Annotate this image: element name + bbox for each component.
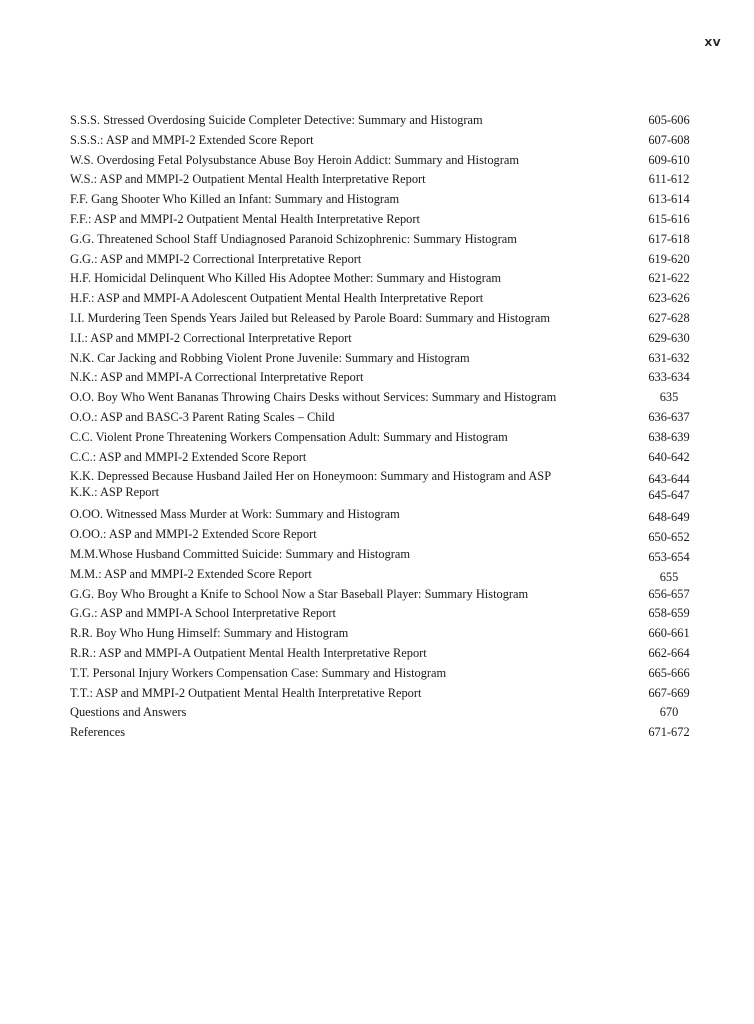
toc-entry[interactable] bbox=[70, 526, 695, 546]
toc-entry[interactable] bbox=[70, 270, 695, 290]
toc-entry[interactable] bbox=[70, 468, 695, 487]
toc-entry-pages: 631-632 bbox=[648, 350, 690, 365]
toc-entry-pages: 613-614 bbox=[648, 192, 690, 207]
toc-entry-title: N.K.: ASP and MMPI-A Correctional Interpretative Report bbox=[70, 370, 364, 385]
toc-entry-title: References bbox=[70, 725, 126, 740]
toc-entry[interactable] bbox=[70, 506, 695, 526]
toc-entry-pages: 655 bbox=[659, 569, 679, 584]
toc-entry[interactable] bbox=[70, 704, 695, 724]
toc-entry[interactable] bbox=[70, 566, 695, 586]
toc-entry-title: C.C.: ASP and MMPI-2 Extended Score Report bbox=[70, 449, 307, 464]
toc-entry-title: K.K. Depressed Because Husband Jailed Her on Honeymoon: Summary and Histogram and ASP bbox=[70, 469, 552, 484]
toc-entry-title: G.G. Boy Who Brought a Knife to School Now a Star Baseball Player: Summary Histogram bbox=[70, 586, 529, 601]
toc-entry-title: S.S.S. Stressed Overdosing Suicide Completer Detective: Summary and Histogram bbox=[70, 113, 483, 127]
toc-entry-title: T.T.: ASP and MMPI-2 Outpatient Mental Health Interpretative Report bbox=[70, 685, 422, 700]
toc-entry-title: C.C. Violent Prone Threatening Workers Compensation Adult: Summary and Histogram bbox=[70, 429, 508, 444]
toc-entry-pages: 619-620 bbox=[648, 251, 690, 266]
toc-entry-pages: 635 bbox=[659, 390, 679, 405]
toc-entry[interactable] bbox=[70, 330, 695, 350]
toc-entry-pages: 607-608 bbox=[648, 132, 690, 147]
toc-entry-pages: 640-642 bbox=[648, 449, 690, 464]
toc-entry[interactable] bbox=[70, 645, 695, 665]
toc-entry-title: O.OO. Witnessed Mass Murder at Work: Summary and Histogram bbox=[70, 507, 400, 522]
toc-entry-pages: 627-628 bbox=[648, 310, 690, 325]
toc-entry[interactable] bbox=[70, 112, 695, 132]
toc-entry-title: N.K. Car Jacking and Robbing Violent Prone Juvenile: Summary and Histogram bbox=[70, 350, 470, 365]
toc-entry-pages: 638-639 bbox=[648, 429, 690, 444]
toc-entry[interactable] bbox=[70, 685, 695, 705]
toc-entry[interactable] bbox=[70, 191, 695, 211]
toc-entry-pages: 621-622 bbox=[648, 271, 690, 286]
toc-entry-title: K.K.: ASP Report bbox=[70, 485, 160, 500]
toc-entry-title: G.G.: ASP and MMPI-2 Correctional Interpretative Report bbox=[70, 251, 362, 266]
toc-entry[interactable] bbox=[70, 152, 695, 172]
toc-entry-title: R.R.: ASP and MMPI-A Outpatient Mental Health Interpretative Report bbox=[70, 645, 427, 660]
toc-entry[interactable] bbox=[70, 132, 695, 152]
toc-entry[interactable] bbox=[70, 171, 695, 191]
toc-entry-pages: 623-626 bbox=[648, 291, 690, 306]
toc-entry-title: I.I.: ASP and MMPI-2 Correctional Interpretative Report bbox=[70, 330, 352, 345]
toc-entry-pages: 643-644 bbox=[648, 472, 690, 487]
toc-entry-pages: 665-666 bbox=[648, 665, 690, 680]
toc-entry[interactable] bbox=[70, 369, 695, 389]
toc-entry[interactable] bbox=[70, 251, 695, 271]
toc-entry[interactable] bbox=[70, 484, 695, 506]
toc-entry[interactable] bbox=[70, 389, 695, 409]
toc-entry[interactable] bbox=[70, 586, 695, 606]
toc-entry-pages: 611-612 bbox=[648, 172, 690, 187]
toc-entry-pages: 670 bbox=[659, 705, 679, 720]
toc-entry-title: Questions and Answers bbox=[70, 705, 187, 720]
toc-entry-pages: 653-654 bbox=[648, 549, 690, 564]
toc-entry-pages: 636-637 bbox=[648, 409, 690, 424]
toc-entry-pages: 650-652 bbox=[648, 530, 690, 545]
toc-entry-title: F.F. Gang Shooter Who Killed an Infant: Summary and Histogram bbox=[70, 192, 400, 207]
toc-entry-pages: 605-606 bbox=[648, 113, 690, 127]
toc-entry[interactable] bbox=[70, 665, 695, 685]
toc-entry-title: R.R. Boy Who Hung Himself: Summary and Histogram bbox=[70, 626, 349, 641]
toc-entry-title: M.M.Whose Husband Committed Suicide: Summary and Histogram bbox=[70, 546, 411, 561]
toc-entry[interactable] bbox=[70, 290, 695, 310]
toc-entry-pages: 615-616 bbox=[648, 211, 690, 226]
toc-entry-pages: 656-657 bbox=[648, 586, 690, 601]
toc-entry-title: M.M.: ASP and MMPI-2 Extended Score Report bbox=[70, 566, 312, 581]
toc-entry-title: O.O. Boy Who Went Bananas Throwing Chairs Desks without Services: Summary and Histogram bbox=[70, 390, 557, 405]
toc-entry-title: O.OO.: ASP and MMPI-2 Extended Score Report bbox=[70, 527, 317, 542]
toc-entry[interactable] bbox=[70, 409, 695, 429]
page-number: XV bbox=[704, 38, 721, 49]
toc-entry-pages: 660-661 bbox=[648, 626, 690, 641]
toc-entry[interactable] bbox=[70, 625, 695, 645]
toc-entry-pages: 629-630 bbox=[648, 330, 690, 345]
toc-entry-title: W.S. Overdosing Fetal Polysubstance Abuse Boy Heroin Addict: Summary and Histogram bbox=[70, 152, 520, 167]
toc-entry-pages: 667-669 bbox=[648, 685, 690, 700]
toc-entry-title: G.G. Threatened School Staff Undiagnosed Paranoid Schizophrenic: Summary Histogram bbox=[70, 231, 517, 246]
toc-entry-pages: 671-672 bbox=[648, 725, 690, 740]
toc-entry[interactable] bbox=[70, 546, 695, 566]
toc-entry-title: H.F. Homicidal Delinquent Who Killed His Adoptee Mother: Summary and Histogram bbox=[70, 271, 502, 286]
toc-entry-pages: 609-610 bbox=[648, 152, 690, 167]
toc-entry-pages: 648-649 bbox=[648, 510, 690, 525]
toc-entry[interactable] bbox=[70, 310, 695, 330]
toc-entry[interactable] bbox=[70, 449, 695, 469]
toc-entry-pages: 633-634 bbox=[648, 370, 690, 385]
toc-entry[interactable] bbox=[70, 429, 695, 449]
toc-entry-title: W.S.: ASP and MMPI-2 Outpatient Mental Health Interpretative Report bbox=[70, 172, 426, 187]
toc-entry-pages: 617-618 bbox=[648, 231, 690, 246]
toc-entry-title: G.G.: ASP and MMPI-A School Interpretative Report bbox=[70, 606, 336, 621]
toc-entry-title: S.S.S.: ASP and MMPI-2 Extended Score Report bbox=[70, 132, 314, 147]
toc-entry[interactable] bbox=[70, 724, 695, 744]
toc-entry[interactable] bbox=[70, 231, 695, 251]
toc-entry-title: H.F.: ASP and MMPI-A Adolescent Outpatient Mental Health Interpretative Report bbox=[70, 291, 484, 306]
toc-entry[interactable] bbox=[70, 350, 695, 370]
toc-entry[interactable] bbox=[70, 605, 695, 625]
table-of-contents bbox=[70, 112, 695, 744]
toc-entry-title: F.F.: ASP and MMPI-2 Outpatient Mental Health Interpretative Report bbox=[70, 211, 420, 226]
toc-entry-title: T.T. Personal Injury Workers Compensation Case: Summary and Histogram bbox=[70, 665, 447, 680]
toc-entry[interactable] bbox=[70, 211, 695, 231]
toc-entry-pages: 662-664 bbox=[648, 645, 690, 660]
toc-entry-pages: 645-647 bbox=[648, 488, 690, 503]
toc-entry-title: I.I. Murdering Teen Spends Years Jailed but Released by Parole Board: Summary and Histogram bbox=[70, 310, 550, 325]
toc-entry-title: O.O.: ASP and BASC-3 Parent Rating Scales – Child bbox=[70, 409, 335, 424]
toc-entry-pages: 658-659 bbox=[648, 606, 690, 621]
